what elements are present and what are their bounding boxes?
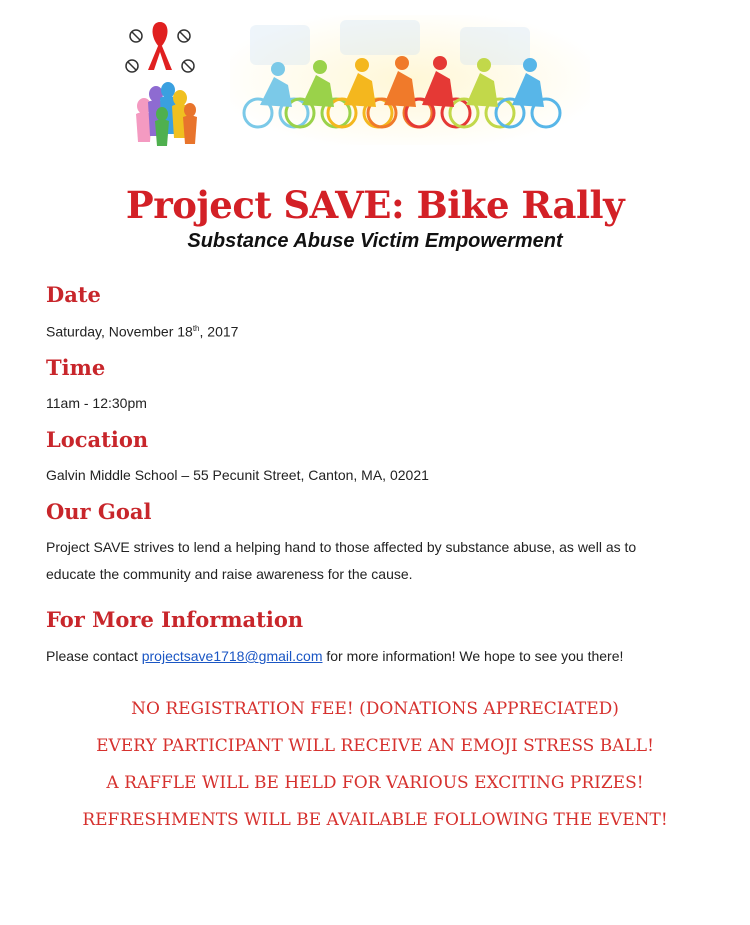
date-heading: Date — [46, 282, 101, 307]
more-info-text-post: for more information! We hope to see you there! — [322, 648, 624, 664]
date-text-year: , 2017 — [199, 323, 239, 340]
notice-refreshments: REFRESHMENTS WILL BE AVAILABLE FOLLOWING THE EVENT! — [82, 810, 668, 830]
goal-text-line2: educate the community and raise awareness for the cause. — [46, 566, 413, 582]
email-link[interactable]: projectsave1718@gmail.com — [141, 648, 323, 664]
colorful-cyclists-icon — [230, 15, 590, 145]
time-text: 11am - 12:30pm — [46, 395, 147, 411]
page-subtitle: Substance Abuse Victim Empowerment — [187, 230, 563, 252]
goal-heading: Our Goal — [46, 499, 152, 524]
page-title: Project SAVE: Bike Rally — [125, 183, 625, 227]
location-heading: Location — [46, 427, 149, 452]
more-info-heading: For More Information — [46, 607, 304, 632]
date-text — [46, 316, 238, 345]
notice-stress-ball: EVERY PARTICIPANT WILL RECEIVE AN EMOJI STRESS BALL! — [96, 736, 654, 756]
time-heading: Time — [46, 355, 106, 380]
notice-registration: NO REGISTRATION FEE! (DONATIONS APPRECIATED) — [131, 699, 619, 719]
date-ordinal-suffix: th — [192, 324, 200, 333]
ribbon-people-logo-icon — [122, 18, 204, 148]
more-info-text-pre: Please contact — [46, 648, 142, 664]
goal-text-line1: Project SAVE strives to lend a helping hand to those affected by substance abuse, as well as to — [46, 539, 637, 555]
more-info-text — [46, 643, 623, 669]
date-text-main: Saturday, November 18 — [46, 323, 193, 340]
location-text: Galvin Middle School – 55 Pecunit Street, Canton, MA, 02021 — [46, 467, 429, 483]
notice-raffle: A RAFFLE WILL BE HELD FOR VARIOUS EXCITING PRIZES! — [106, 773, 644, 793]
